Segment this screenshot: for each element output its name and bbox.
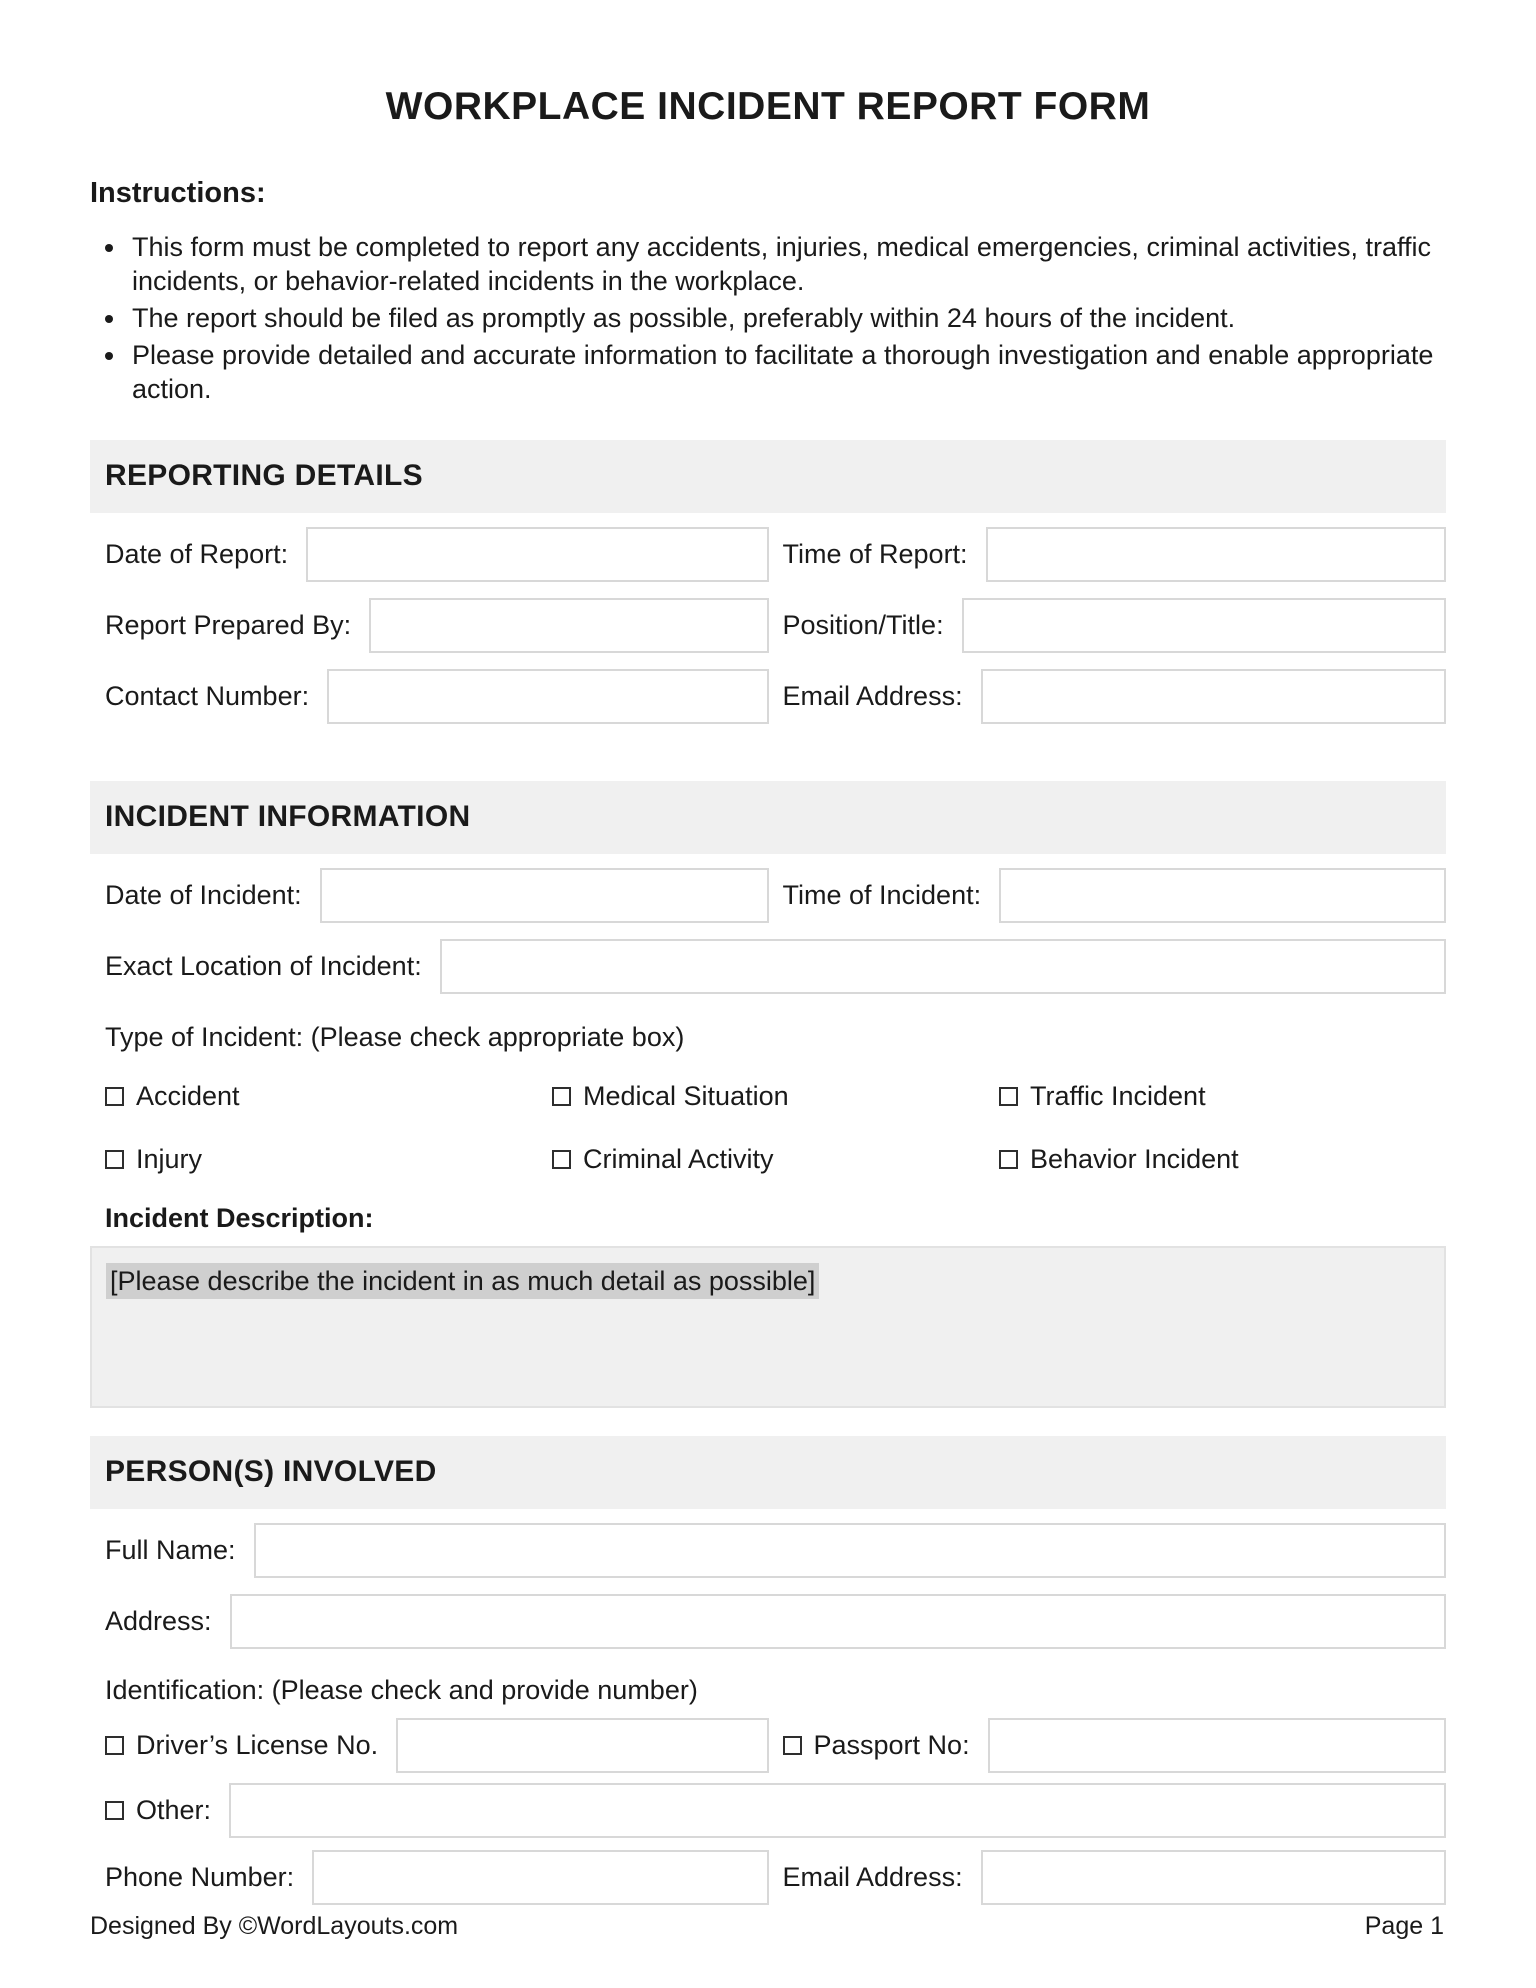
- passport-label: Passport No:: [813, 1729, 970, 1760]
- incident-type-option: [552, 1081, 999, 1112]
- other-id-input[interactable]: [229, 1783, 1446, 1838]
- person-phone-input[interactable]: [312, 1850, 768, 1905]
- reporter-email-input[interactable]: [981, 669, 1446, 724]
- time-of-report-label: Time of Report:: [782, 538, 968, 569]
- incident-type-option: [105, 1144, 552, 1175]
- checkbox-accident-label: Accident: [136, 1080, 240, 1111]
- full-name-label: Full Name:: [105, 1534, 236, 1565]
- contact-number-input[interactable]: [327, 669, 768, 724]
- checkbox-drivers-license[interactable]: [105, 1736, 124, 1755]
- position-title-input[interactable]: [962, 598, 1446, 653]
- passport-number-input[interactable]: [988, 1718, 1446, 1773]
- position-title-label: Position/Title:: [782, 609, 944, 640]
- other-id-label: Other:: [136, 1794, 212, 1825]
- checkbox-passport[interactable]: [783, 1736, 802, 1755]
- incident-location-input[interactable]: [440, 939, 1446, 994]
- checkbox-accident[interactable]: [105, 1087, 124, 1106]
- report-prepared-by-label: Report Prepared By:: [105, 609, 352, 640]
- incident-type-options: [90, 1081, 1446, 1175]
- instruction-item: • This form must be completed to report any accidents, injuries, medical emergencies, criminal activities, traffic incidents, or behavior-related incidents in the workplace.: [128, 230, 1446, 298]
- footer-page-number: Page 1: [1364, 1912, 1444, 1940]
- person-phone-label: Phone Number:: [105, 1861, 295, 1892]
- time-of-incident-label: Time of Incident:: [782, 879, 982, 910]
- checkbox-injury[interactable]: [105, 1150, 124, 1169]
- checkbox-behavior-incident-label: Behavior Incident: [1030, 1143, 1239, 1174]
- incident-description-textarea[interactable]: [90, 1246, 1446, 1408]
- address-input[interactable]: [230, 1594, 1446, 1649]
- incident-type-option: [552, 1144, 999, 1175]
- full-name-input[interactable]: [254, 1523, 1446, 1578]
- incident-type-option: [105, 1081, 552, 1112]
- contact-number-label: Contact Number:: [105, 680, 310, 711]
- identification-label: Identification: (Please check and provide number): [105, 1674, 698, 1705]
- time-of-incident-input[interactable]: [999, 868, 1446, 923]
- date-of-report-input[interactable]: [306, 527, 768, 582]
- incident-location-label: Exact Location of Incident:: [105, 950, 422, 981]
- checkbox-criminal-activity-label: Criminal Activity: [583, 1143, 774, 1174]
- section-header-persons-involved: PERSON(S) INVOLVED: [90, 1436, 1446, 1509]
- address-label: Address:: [105, 1605, 212, 1636]
- person-email-label: Email Address:: [782, 1861, 963, 1892]
- checkbox-traffic-incident[interactable]: [999, 1087, 1018, 1106]
- incident-type-label: Type of Incident: (Please check appropriate box): [105, 1021, 685, 1052]
- page-title: WORKPLACE INCIDENT REPORT FORM: [385, 85, 1151, 128]
- instruction-item: • Please provide detailed and accurate information to facilitate a thorough investigation and enable appropriate action.: [128, 338, 1446, 406]
- drivers-license-label: Driver’s License No.: [136, 1729, 379, 1760]
- incident-type-option: [999, 1144, 1446, 1175]
- checkbox-traffic-incident-label: Traffic Incident: [1030, 1080, 1206, 1111]
- report-prepared-by-input[interactable]: [369, 598, 768, 653]
- instructions-list: [90, 230, 1446, 406]
- page-footer: [90, 1912, 1444, 1941]
- person-email-input[interactable]: [981, 1850, 1446, 1905]
- checkbox-other-id[interactable]: [105, 1801, 124, 1820]
- incident-description-label: Incident Description:: [105, 1202, 374, 1233]
- date-of-incident-input[interactable]: [320, 868, 769, 923]
- section-header-incident-information: INCIDENT INFORMATION: [90, 781, 1446, 854]
- section-header-reporting-details: REPORTING DETAILS: [90, 440, 1446, 513]
- date-of-report-label: Date of Report:: [105, 538, 289, 569]
- incident-description-placeholder: [Please describe the incident in as much detail as possible]: [106, 1263, 819, 1299]
- checkbox-medical-situation[interactable]: [552, 1087, 571, 1106]
- instructions-heading: Instructions:: [90, 176, 266, 209]
- checkbox-injury-label: Injury: [136, 1143, 203, 1174]
- checkbox-medical-situation-label: Medical Situation: [583, 1080, 789, 1111]
- checkbox-behavior-incident[interactable]: [999, 1150, 1018, 1169]
- time-of-report-input[interactable]: [986, 527, 1446, 582]
- reporter-email-label: Email Address:: [782, 680, 963, 711]
- incident-type-option: [999, 1081, 1446, 1112]
- instruction-item: • The report should be filed as promptly as possible, preferably within 24 hours of the incident.: [128, 301, 1446, 335]
- date-of-incident-label: Date of Incident:: [105, 879, 302, 910]
- drivers-license-number-input[interactable]: [396, 1718, 768, 1773]
- footer-credit: Designed By ©WordLayouts.com: [90, 1912, 459, 1940]
- checkbox-criminal-activity[interactable]: [552, 1150, 571, 1169]
